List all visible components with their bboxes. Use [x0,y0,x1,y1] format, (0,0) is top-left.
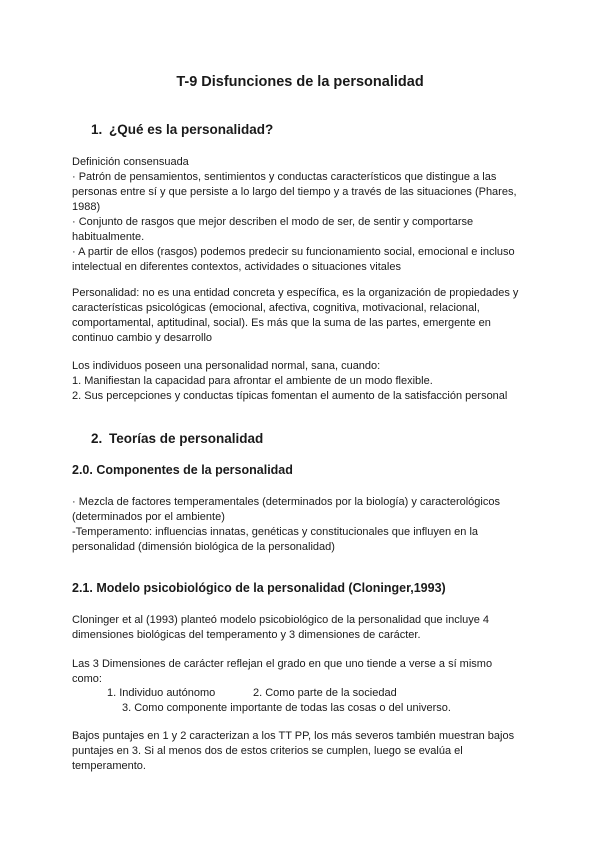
paragraph-line: puntajes en 3. Si al menos dos de estos criterios se cumplen, luego se evalúa el [72,745,463,757]
paragraph-line: Los individuos poseen una personalidad normal, sana, cuando: [72,360,381,372]
paragraph-line: continuo cambio y desarrollo [72,332,213,344]
paragraph-line: 1988) [72,201,101,213]
paragraph-line: Cloninger et al (1993) planteó modelo psicobiológico de la personalidad que incluye 4 [72,614,490,626]
paragraph-line: (determinados por el ambiente) [72,511,225,523]
paragraph-line: · Conjunto de rasgos que mejor describen el modo de ser, de sentir y comportarse [72,216,474,228]
paragraph-line: Bajos puntajes en 1 y 2 caracterizan a los TT PP, los más severos también muestran bajos [72,730,515,742]
paragraph-line: 2. Sus percepciones y conductas típicas fomentan el aumento de la satisfacción personal [72,390,508,402]
paragraph-line: · A partir de ellos (rasgos) podemos predecir su funcionamiento social, emocional e incluso [72,246,515,258]
paragraph-line: Personalidad: no es una entidad concreta y específica, es la organización de propiedades y [72,287,519,299]
section-heading-text: ¿Qué es la personalidad? [109,122,274,137]
section-heading-1 [91,122,273,137]
paragraph-line: características psicológicas (emocional, afectiva, cognitiva, motivacional, relacional, [72,302,480,314]
paragraph-line: -Temperamento: influencias innatas, genéticas y constitucionales que influyen en la [72,526,479,538]
section-heading-text: Teorías de personalidad [109,431,264,446]
paragraph-line: · Patrón de pensamientos, sentimientos y conductas característicos que distingue a las [72,171,497,183]
paragraph-line: · Mezcla de factores temperamentales (determinados por la biología) y caracterológicos [72,496,500,508]
paragraph-line: temperamento. [72,760,146,772]
list-item: 2. Como parte de la sociedad [253,687,397,699]
subsection-heading-2-1: 2.1. Modelo psicobiológico de la personalidad (Cloninger,1993) [72,581,446,595]
paragraph-line: habitualmente. [72,231,145,243]
paragraph-line: Definición consensuada [72,156,189,168]
paragraph-line: Las 3 Dimensiones de carácter reflejan el grado en que uno tiende a verse a sí mismo [72,658,493,670]
paragraph-line: como: [72,673,102,685]
list-item: 3. Como componente importante de todas las cosas o del universo. [122,702,451,714]
paragraph-line: 1. Manifiestan la capacidad para afrontar el ambiente de un modo flexible. [72,375,433,387]
section-heading-2 [91,431,263,446]
page-title: T-9 Disfunciones de la personalidad [176,74,424,90]
section-number: 1. [91,122,103,137]
subsection-heading-2-0: 2.0. Componentes de la personalidad [72,463,293,477]
paragraph-line: dimensiones biológicas del temperamento y 3 dimensiones de carácter. [72,629,421,641]
paragraph-line: personas entre sí y que persiste a lo largo del tiempo y a través de las situaciones (Phares, [72,186,517,198]
paragraph-line: comportamental, aptitudinal, social). Es más que la suma de las partes, emergente en [72,317,491,329]
section-number: 2. [91,431,103,446]
list-item: 1. Individuo autónomo [107,687,216,699]
paragraph-line: personalidad (dimensión biológica de la personalidad) [72,541,335,553]
paragraph-line: intelectual en diferentes contextos, actividades o situaciones vitales [72,261,401,273]
